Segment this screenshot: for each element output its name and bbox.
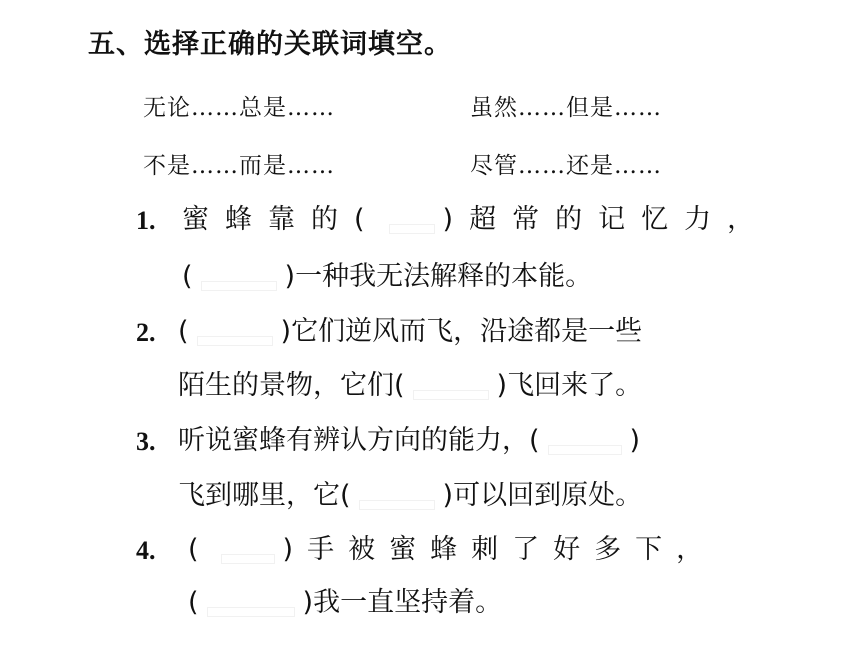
question-3-text-c: 飞到哪里，它( bbox=[178, 480, 351, 511]
question-3-line-2 bbox=[178, 482, 642, 509]
question-1-line-2 bbox=[182, 263, 592, 290]
question-4-text-a: ( bbox=[188, 534, 213, 565]
question-1-text-c: ( bbox=[182, 261, 193, 292]
option-wulun-zongshi: 无论……总是…… bbox=[143, 95, 335, 121]
question-3-line-1 bbox=[178, 427, 640, 454]
question-3-text-b: ) bbox=[629, 425, 641, 456]
question-1-line-1 bbox=[182, 206, 770, 233]
question-2-text-a: ( bbox=[178, 316, 189, 347]
question-4-line-1 bbox=[188, 536, 717, 563]
question-2-text-d: )飞回来了。 bbox=[496, 370, 643, 401]
question-3-text-a: 听说蜜蜂有辨认方向的能力，( bbox=[178, 425, 540, 456]
section-title: 五、选择正确的关联词填空。 bbox=[88, 29, 452, 60]
question-4-text-c: ( bbox=[188, 587, 199, 618]
question-number-2: 2. bbox=[136, 318, 156, 347]
option-suiran-danshi: 虽然……但是…… bbox=[470, 95, 662, 121]
question-4-text-b: )手被蜜蜂刺了好多下， bbox=[282, 534, 718, 565]
question-1-text-d: )一种我无法解释的本能。 bbox=[284, 261, 593, 292]
question-4-line-2 bbox=[188, 589, 502, 616]
option-bushi-ershi: 不是……而是…… bbox=[143, 153, 335, 179]
question-number-1: 1. bbox=[136, 206, 156, 235]
option-jinguan-haishi: 尽管……还是…… bbox=[470, 153, 662, 179]
question-number-3: 3. bbox=[136, 427, 156, 456]
question-2-line-2 bbox=[178, 372, 642, 399]
question-2-line-1 bbox=[178, 318, 642, 345]
question-1-text-b: )超常的记忆力， bbox=[442, 204, 771, 235]
question-2-text-c: 陌生的景物，它们( bbox=[178, 370, 405, 401]
question-number-4: 4. bbox=[136, 536, 156, 565]
question-1-text-a: 蜜蜂靠的( bbox=[182, 204, 381, 235]
question-4-text-d: )我一直坚持着。 bbox=[302, 587, 503, 618]
question-3-text-d: )可以回到原处。 bbox=[442, 480, 643, 511]
question-2-text-b: )它们逆风而飞，沿途都是一些 bbox=[280, 316, 643, 347]
